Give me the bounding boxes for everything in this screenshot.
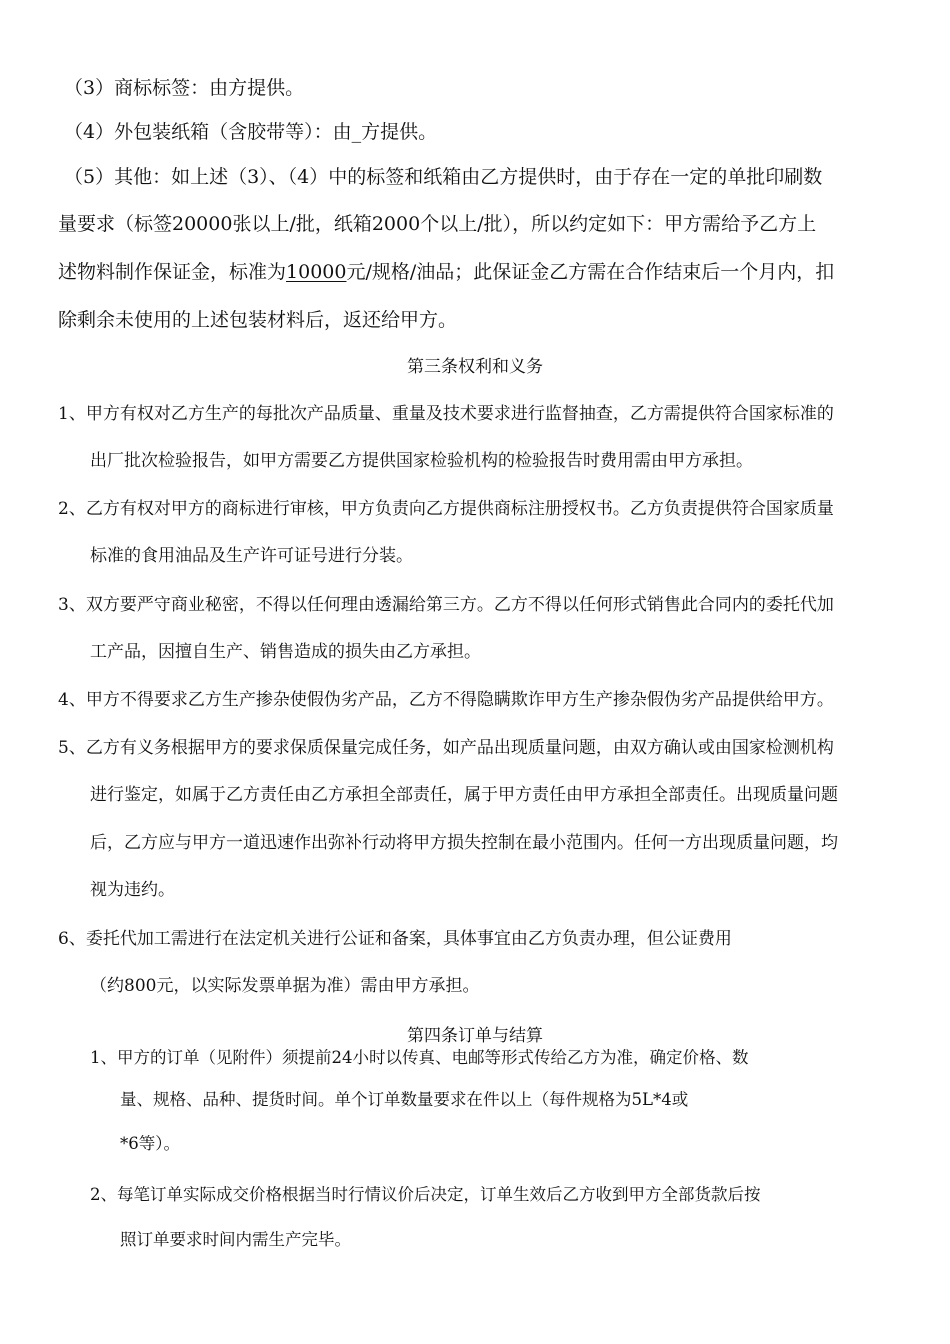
clause-4-1-line-1: 1、甲方的订单（见附件）须提前24小时以传真、电邮等形式传给乙方为准，确定价格、数 [90,1048,749,1067]
clause-3-5-line-1: 5、乙方有义务根据甲方的要求保质保量完成任务，如产品出现质量问题，由双方确认或由国家检测机构 [58,738,834,758]
clause-3-1-line-1: 1、甲方有权对乙方生产的每批次产品质量、重量及技术要求进行监督抽查，乙方需提供符合国家标准的 [58,404,834,424]
deposit-amount: 10000 [286,261,347,283]
item-5-line-4: 除剩余未使用的上述包装材料后，返还给甲方。 [58,309,458,331]
clause-4-1-line-2: 量、规格、品种、提货时间。单个订单数量要求在件以上（每件规格为5L*4或 [120,1090,689,1109]
clause-3-2-line-2: 标准的食用油品及生产许可证号进行分装。 [90,546,413,566]
clause-4-2-line-2: 照订单要求时间内需生产完毕。 [120,1230,351,1249]
item-5-line-3-post: 元/规格/油品；此保证金乙方需在合作结束后一个月内，扣 [346,261,835,283]
clause-3-5-line-3: 后，乙方应与甲方一道迅速作出弥补行动将甲方损失控制在最小范围内。任何一方出现质量问题，均 [90,833,838,853]
item-5-line-3-pre: 述物料制作保证金，标准为 [58,261,287,283]
clause-3-5-line-4: 视为违约。 [90,880,175,900]
clause-3-2-line-1: 2、乙方有权对甲方的商标进行审核，甲方负责向乙方提供商标注册授权书。乙方负责提供符合国家质量 [58,499,834,519]
clause-3-1-line-2: 出厂批次检验报告，如甲方需要乙方提供国家检验机构的检验报告时费用需由甲方承担。 [90,451,753,471]
clause-3-6-line-1: 6、委托代加工需进行在法定机关进行公证和备案，具体事宜由乙方负责办理，但公证费用 [58,929,732,949]
item-3-trademark-label: （3）商标标签：由方提供。 [64,77,305,99]
item-5-line-1: （5）其他：如上述（3）、（4）中的标签和纸箱由乙方提供时，由于存在一定的单批印刷数 [64,166,823,188]
clause-3-5-line-2: 进行鉴定，如属于乙方责任由乙方承担全部责任，属于甲方责任由甲方承担全部责任。出现质量问题 [90,785,838,805]
clause-3-3-line-2: 工产品，因擅自生产、销售造成的损失由乙方承担。 [90,642,481,662]
section-4-heading: 第四条订单与结算 [407,1026,543,1046]
item-5-line-3 [58,260,834,284]
clause-3-4-line-1: 4、甲方不得要求乙方生产掺杂使假伪劣产品，乙方不得隐瞒欺诈甲方生产掺杂假伪劣产品提供给甲方。 [58,690,834,710]
clause-3-6-line-2: （约800元，以实际发票单据为准）需由甲方承担。 [90,976,480,996]
clause-4-1-line-3: *6等）。 [120,1134,180,1153]
clause-4-2-line-1: 2、每笔订单实际成交价格根据当时行情议价后决定，订单生效后乙方收到甲方全部货款后按 [90,1185,761,1204]
item-5-line-2: 量要求（标签20000张以上/批，纸箱2000个以上/批），所以约定如下：甲方需给予乙方上 [58,213,817,235]
section-3-heading: 第三条权利和义务 [407,357,543,377]
clause-3-3-line-1: 3、双方要严守商业秘密，不得以任何理由透漏给第三方。乙方不得以任何形式销售此合同内的委托代加 [58,595,834,615]
item-4-outer-carton: （4）外包装纸箱（含胶带等）：由_方提供。 [64,121,438,143]
